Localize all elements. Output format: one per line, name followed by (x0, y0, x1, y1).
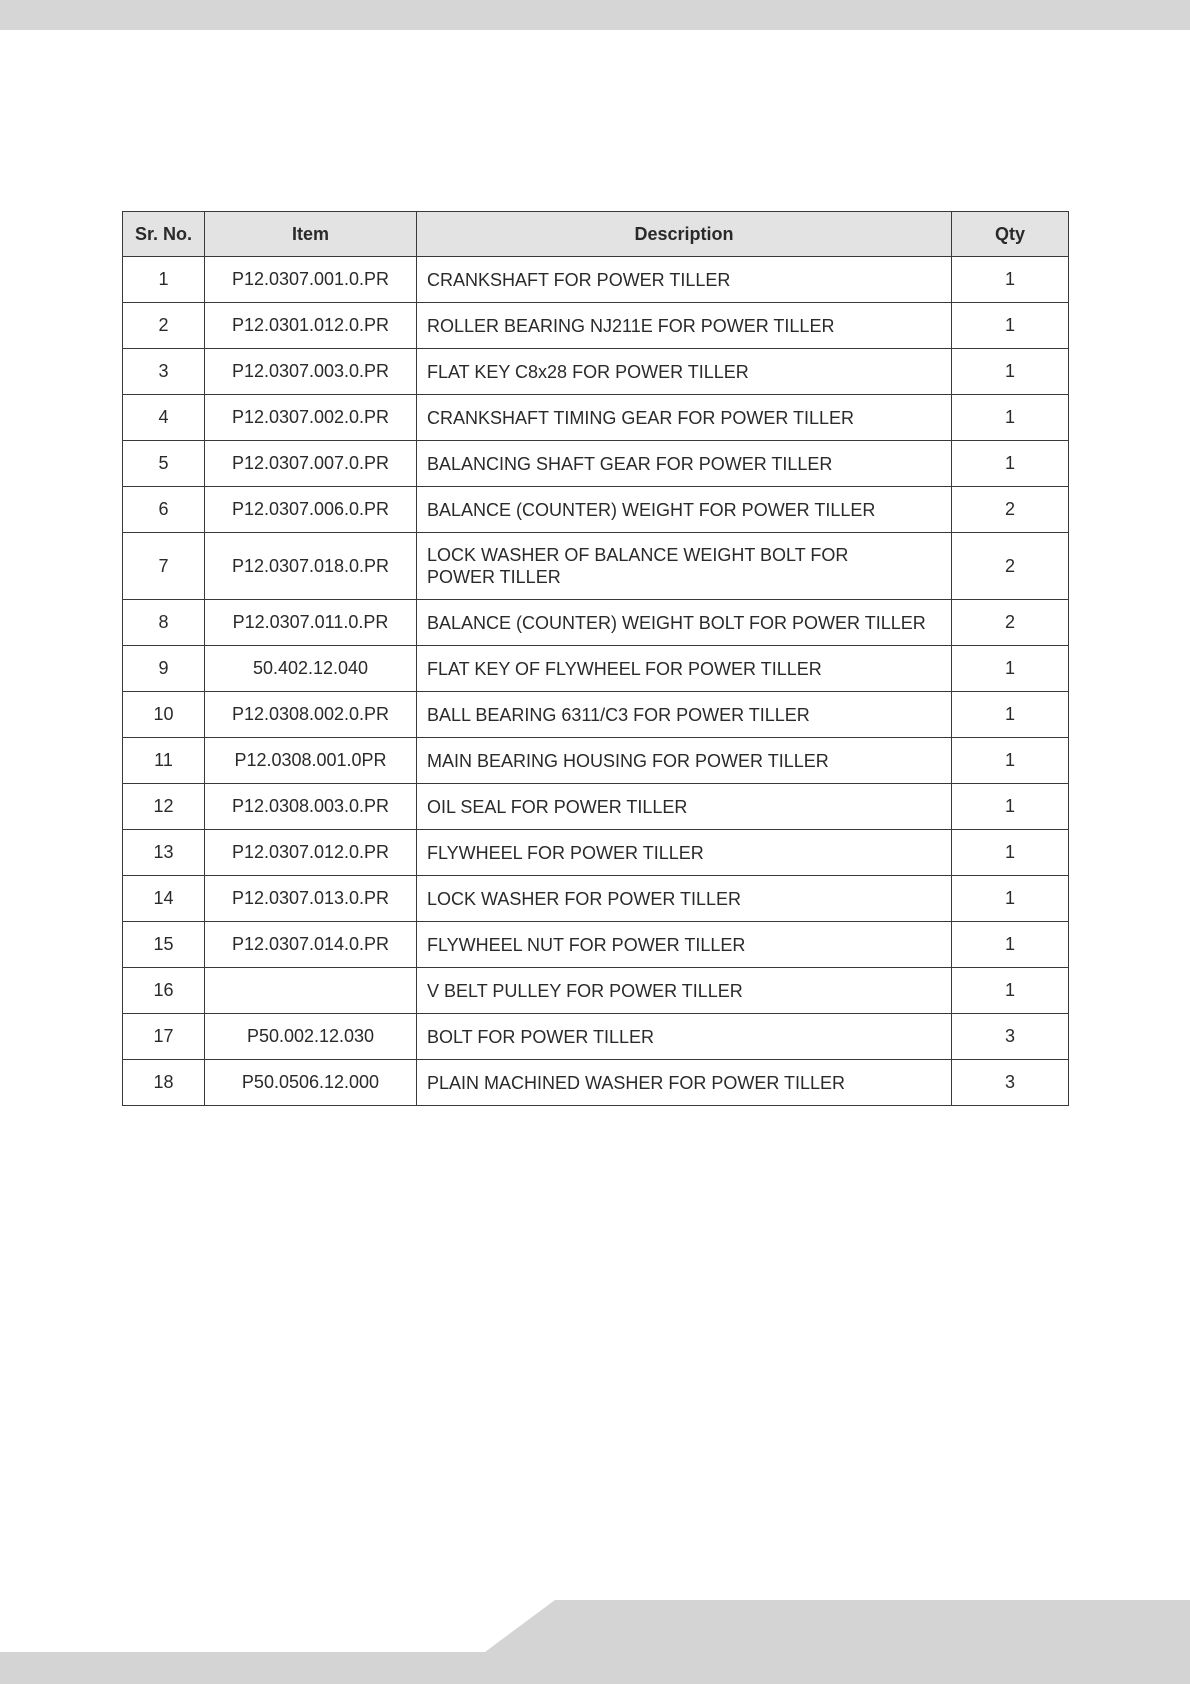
table-row (123, 600, 1069, 646)
cell-description: V BELT PULLEY FOR POWER TILLER (417, 968, 952, 1014)
table-row (123, 968, 1069, 1014)
cell-sr-no: 6 (123, 487, 205, 533)
table-row (123, 441, 1069, 487)
cell-qty: 2 (952, 533, 1069, 600)
cell-description: LOCK WASHER FOR POWER TILLER (417, 876, 952, 922)
cell-item: P12.0307.018.0.PR (205, 533, 417, 600)
header-sr-no: Sr. No. (123, 212, 205, 257)
cell-item: P12.0307.001.0.PR (205, 257, 417, 303)
cell-description: BALANCE (COUNTER) WEIGHT FOR POWER TILLER (417, 487, 952, 533)
table-row (123, 646, 1069, 692)
cell-item: P12.0308.001.0PR (205, 738, 417, 784)
cell-qty: 3 (952, 1060, 1069, 1106)
table-row (123, 784, 1069, 830)
cell-description: BALANCING SHAFT GEAR FOR POWER TILLER (417, 441, 952, 487)
cell-qty: 1 (952, 303, 1069, 349)
cell-item: P12.0307.014.0.PR (205, 922, 417, 968)
cell-item: P12.0307.011.0.PR (205, 600, 417, 646)
cell-description (417, 533, 952, 600)
cell-qty: 1 (952, 441, 1069, 487)
description-line-1: LOCK WASHER OF BALANCE WEIGHT BOLT FOR (427, 545, 849, 565)
cell-description: FLYWHEEL NUT FOR POWER TILLER (417, 922, 952, 968)
cell-sr-no: 17 (123, 1014, 205, 1060)
header-description: Description (417, 212, 952, 257)
cell-sr-no: 1 (123, 257, 205, 303)
cell-sr-no: 10 (123, 692, 205, 738)
cell-item: P12.0307.007.0.PR (205, 441, 417, 487)
cell-qty: 1 (952, 646, 1069, 692)
cell-item: P12.0307.013.0.PR (205, 876, 417, 922)
table-row (123, 1060, 1069, 1106)
cell-qty: 1 (952, 830, 1069, 876)
header-qty: Qty (952, 212, 1069, 257)
table-row (123, 692, 1069, 738)
table-row (123, 830, 1069, 876)
cell-qty: 1 (952, 349, 1069, 395)
table-row (123, 922, 1069, 968)
cell-description: CRANKSHAFT TIMING GEAR FOR POWER TILLER (417, 395, 952, 441)
cell-description: PLAIN MACHINED WASHER FOR POWER TILLER (417, 1060, 952, 1106)
table-row (123, 257, 1069, 303)
cell-item: P12.0307.006.0.PR (205, 487, 417, 533)
cell-item: 50.402.12.040 (205, 646, 417, 692)
cell-description: FLYWHEEL FOR POWER TILLER (417, 830, 952, 876)
cell-sr-no: 18 (123, 1060, 205, 1106)
cell-qty: 1 (952, 922, 1069, 968)
cell-description: CRANKSHAFT FOR POWER TILLER (417, 257, 952, 303)
cell-item: P12.0308.003.0.PR (205, 784, 417, 830)
cell-description: BALANCE (COUNTER) WEIGHT BOLT FOR POWER TILLER (417, 600, 952, 646)
cell-sr-no: 2 (123, 303, 205, 349)
cell-description: FLAT KEY OF FLYWHEEL FOR POWER TILLER (417, 646, 952, 692)
cell-sr-no: 14 (123, 876, 205, 922)
bottom-decorative-band (0, 1600, 1190, 1684)
cell-item: P12.0308.002.0.PR (205, 692, 417, 738)
cell-item: P50.0506.12.000 (205, 1060, 417, 1106)
cell-sr-no: 9 (123, 646, 205, 692)
cell-qty: 1 (952, 876, 1069, 922)
header-item: Item (205, 212, 417, 257)
table-row (123, 487, 1069, 533)
cell-sr-no: 3 (123, 349, 205, 395)
cell-qty: 1 (952, 784, 1069, 830)
cell-qty: 2 (952, 487, 1069, 533)
cell-item (205, 968, 417, 1014)
cell-sr-no: 7 (123, 533, 205, 600)
table-row (123, 876, 1069, 922)
cell-sr-no: 11 (123, 738, 205, 784)
cell-description: BALL BEARING 6311/C3 FOR POWER TILLER (417, 692, 952, 738)
cell-sr-no: 15 (123, 922, 205, 968)
cell-qty: 1 (952, 395, 1069, 441)
cell-description: MAIN BEARING HOUSING FOR POWER TILLER (417, 738, 952, 784)
cell-sr-no: 4 (123, 395, 205, 441)
cell-qty: 1 (952, 968, 1069, 1014)
cell-sr-no: 8 (123, 600, 205, 646)
cell-item: P12.0307.003.0.PR (205, 349, 417, 395)
table-row (123, 1014, 1069, 1060)
top-decorative-band (0, 0, 1190, 30)
table-row (123, 303, 1069, 349)
cell-item: P12.0307.002.0.PR (205, 395, 417, 441)
parts-list-table (122, 211, 1069, 1106)
cell-qty: 1 (952, 692, 1069, 738)
cell-description: FLAT KEY C8x28 FOR POWER TILLER (417, 349, 952, 395)
cell-item: P12.0307.012.0.PR (205, 830, 417, 876)
cell-qty: 1 (952, 257, 1069, 303)
table-row (123, 349, 1069, 395)
cell-description: ROLLER BEARING NJ211E FOR POWER TILLER (417, 303, 952, 349)
description-line-2: POWER TILLER (427, 567, 561, 587)
cell-description: OIL SEAL FOR POWER TILLER (417, 784, 952, 830)
cell-description: BOLT FOR POWER TILLER (417, 1014, 952, 1060)
cell-sr-no: 5 (123, 441, 205, 487)
cell-sr-no: 13 (123, 830, 205, 876)
table-row (123, 738, 1069, 784)
table-header-row (123, 212, 1069, 257)
cell-item: P12.0301.012.0.PR (205, 303, 417, 349)
cell-item: P50.002.12.030 (205, 1014, 417, 1060)
table-row (123, 395, 1069, 441)
cell-sr-no: 16 (123, 968, 205, 1014)
cell-sr-no: 12 (123, 784, 205, 830)
table-row (123, 533, 1069, 600)
cell-qty: 1 (952, 738, 1069, 784)
cell-qty: 2 (952, 600, 1069, 646)
cell-qty: 3 (952, 1014, 1069, 1060)
